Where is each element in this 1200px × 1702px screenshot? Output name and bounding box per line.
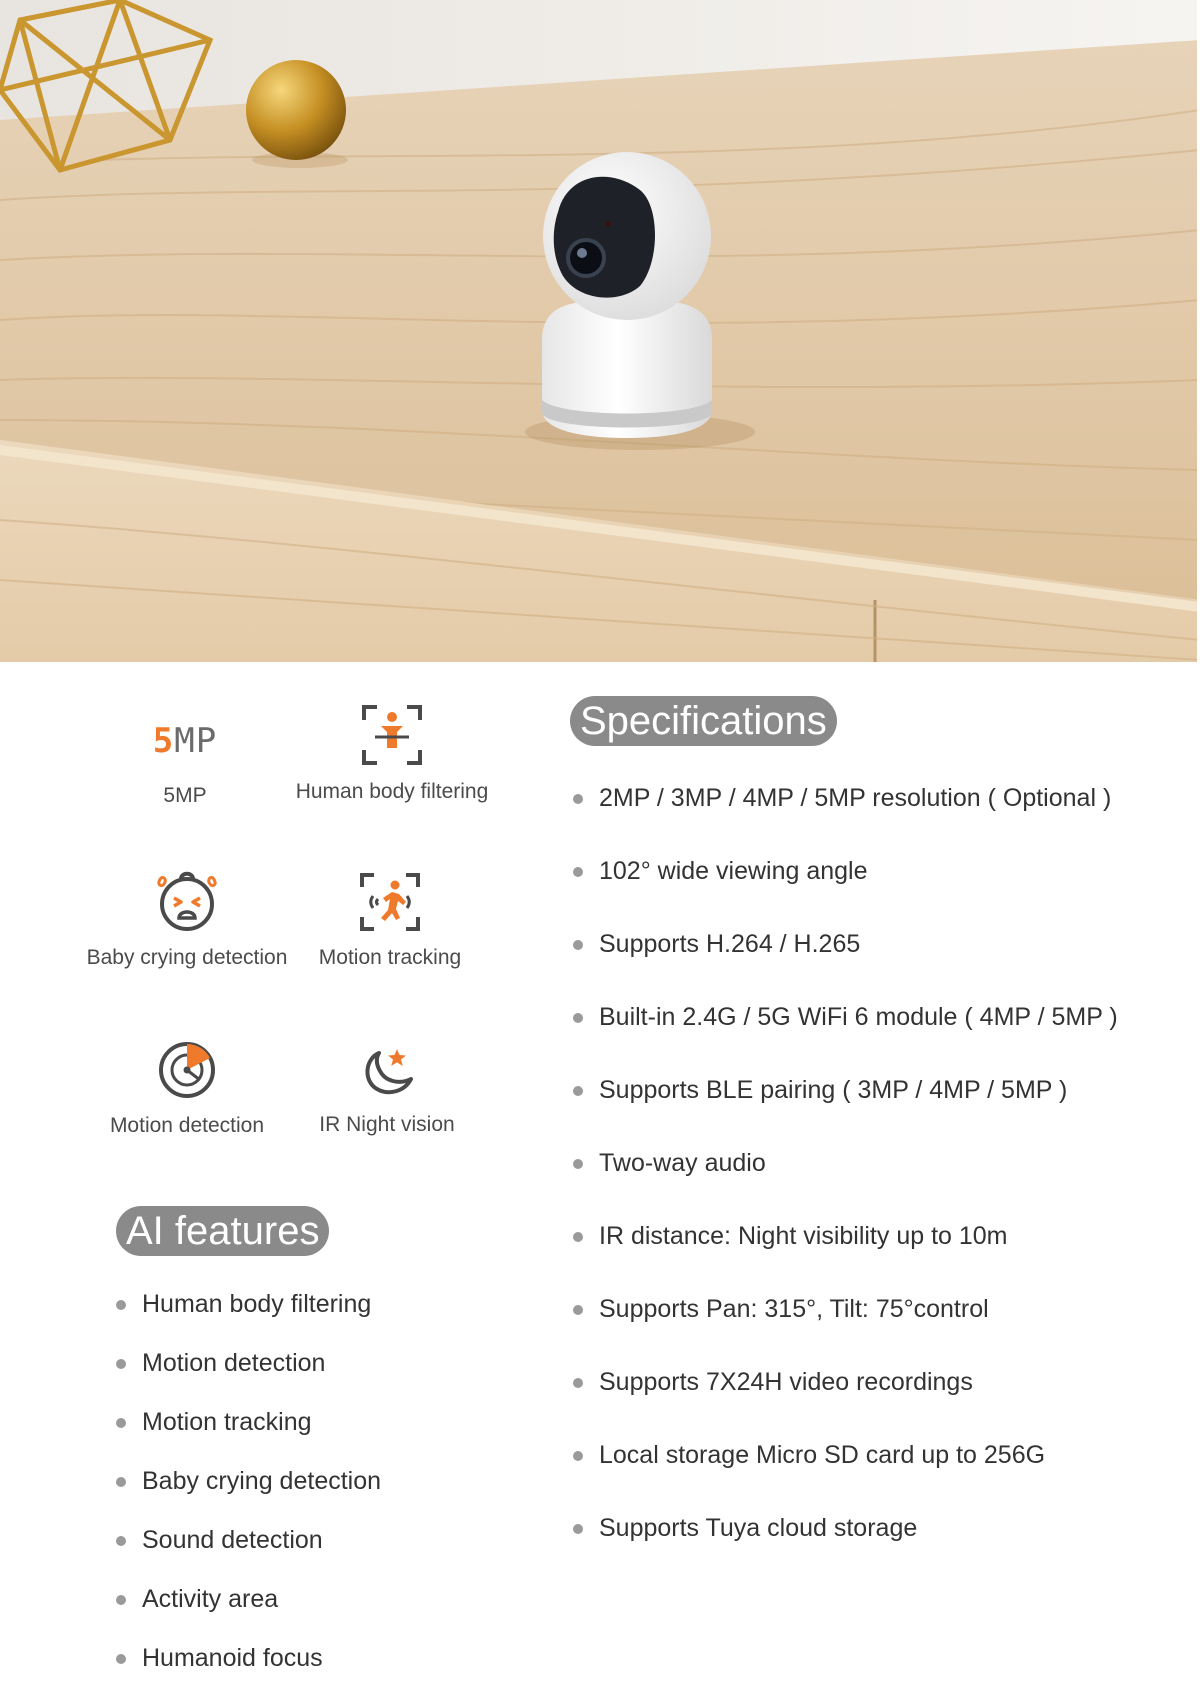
list-item: 102° wide viewing angle xyxy=(573,856,1118,929)
feature-motion-detection xyxy=(77,1040,297,1138)
list-item: Built-in 2.4G / 5G WiFi 6 module ( 4MP / 5MP ) xyxy=(573,1002,1118,1075)
feature-motion-tracking xyxy=(280,872,500,970)
list-item: Sound detection xyxy=(116,1525,381,1584)
feature-human-body-filtering xyxy=(282,704,502,804)
list-item: Supports Pan: 315°, Tilt: 75°control xyxy=(573,1294,1118,1367)
list-item: Human body filtering xyxy=(116,1289,381,1348)
motion-detection-icon xyxy=(156,1040,218,1100)
specifications-list xyxy=(573,783,1118,1586)
list-item: Motion detection xyxy=(116,1348,381,1407)
ir-night-vision-icon xyxy=(359,1045,415,1099)
list-item: IR distance: Night visibility up to 10m xyxy=(573,1221,1118,1294)
security-camera-photo xyxy=(0,0,1200,662)
feature-baby-crying-detection xyxy=(77,868,297,970)
list-item: Activity area xyxy=(116,1584,381,1643)
list-item: Local storage Micro SD card up to 256G xyxy=(573,1440,1118,1513)
list-item: Supports 7X24H video recordings xyxy=(573,1367,1118,1440)
feature-label: Motion detection xyxy=(109,1114,265,1137)
5mp-badge-icon: 5MP xyxy=(152,721,218,761)
ai-features-list xyxy=(116,1289,381,1702)
ai-features-heading: AI features xyxy=(116,1206,329,1256)
baby-crying-icon xyxy=(152,868,222,932)
motion-tracking-icon xyxy=(359,872,421,932)
list-item: Supports Tuya cloud storage xyxy=(573,1513,1118,1586)
list-item: Supports BLE pairing ( 3MP / 4MP / 5MP ) xyxy=(573,1075,1118,1148)
list-item: Baby crying detection xyxy=(116,1466,381,1525)
feature-label: Motion tracking xyxy=(318,946,462,969)
feature-label: 5MP xyxy=(163,784,207,807)
feature-5mp xyxy=(75,712,295,808)
list-item: Motion tracking xyxy=(116,1407,381,1466)
list-item: Two-way audio xyxy=(573,1148,1118,1221)
list-item: 2MP / 3MP / 4MP / 5MP resolution ( Optional ) xyxy=(573,783,1118,856)
feature-label: Human body filtering xyxy=(295,780,489,803)
feature-label: IR Night vision xyxy=(319,1113,455,1136)
list-item: Supports H.264 / H.265 xyxy=(573,929,1118,1002)
specifications-heading: Specifications xyxy=(570,696,837,746)
hero-photo xyxy=(0,0,1200,662)
feature-ir-night-vision xyxy=(277,1045,497,1137)
human-body-filtering-icon xyxy=(361,704,423,766)
list-item: Humanoid focus xyxy=(116,1643,381,1702)
feature-label: Baby crying detection xyxy=(86,946,288,969)
